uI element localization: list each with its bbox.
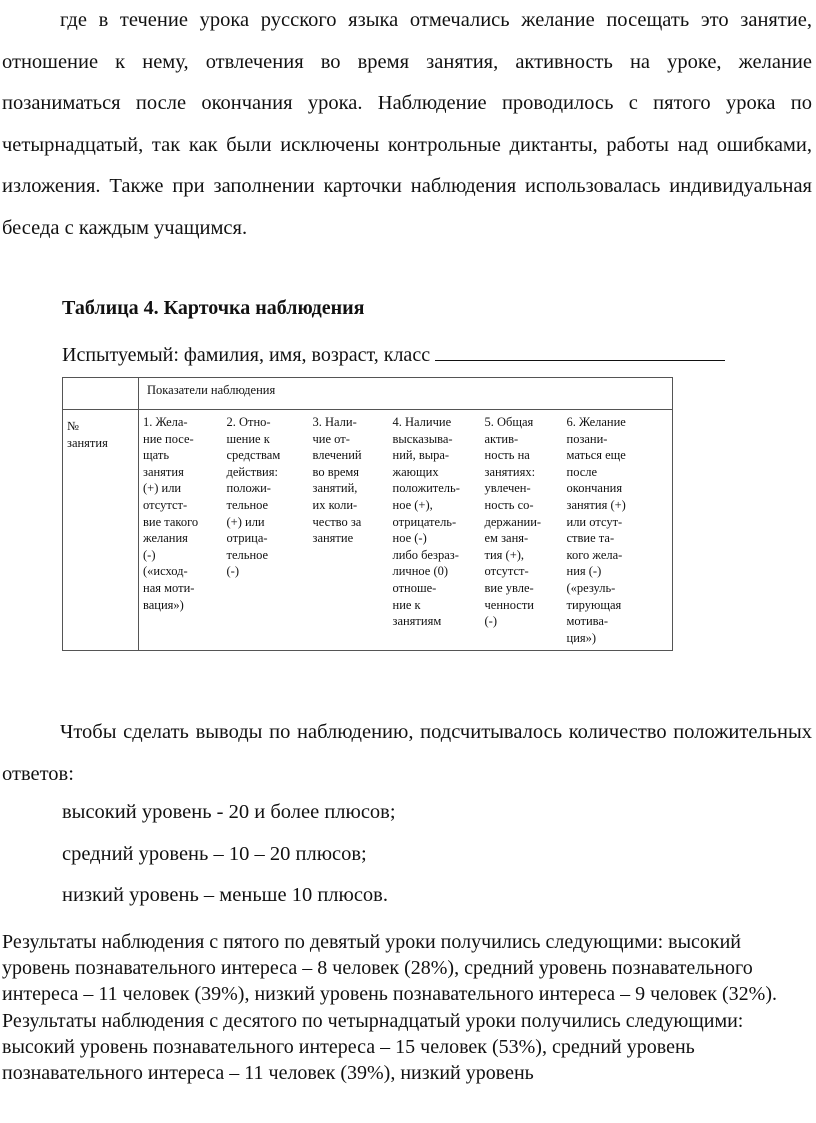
indicator-column-5: 5. Общая актив- ность на занятиях: увлечен- ность со- держании- ем заня- тия (+), отсутст- вие увле- ченности (-)	[481, 410, 563, 651]
level-medium: средний уровень – 10 – 20 плюсов;	[62, 843, 367, 865]
observation-card-table	[62, 377, 673, 651]
indicator-column-2: 2. Отно- шение к средствам действия: положи- тельное (+) или отрица- тельное (-)	[223, 410, 309, 651]
subject-line	[62, 340, 725, 368]
conclusion-paragraph: Чтобы сделать выводы по наблюдению, подсчитывалось количество положительных ответов:	[2, 721, 812, 785]
subject-line-label: Испытуемый: фамилия, имя, возраст, класс	[62, 344, 431, 366]
indicator-column-6: 6. Желание позани- маться еще после окончания занятия (+) или отсут- ствие та- кого жела- ния (-) («резуль- тирующая мотива- ция»)	[563, 410, 673, 651]
intro-paragraph: где в течение урока русского языка отмечались желание посещать это занятие, отношение к нему, отвлечения во время занятия, активность на уроке, желание позаниматься после окончания урока. Наблюдение проводилось с пятого урока по четырнадцатый, так как были исключены контрольные диктанты, работы над ошибками, изложения. Также при заполнении карточки наблюдения использовалась индивидуальная беседа с каждым учащимся.	[2, 9, 812, 239]
level-low: низкий уровень – меньше 10 плюсов.	[62, 884, 388, 906]
subject-fill-blank	[435, 340, 725, 361]
indicator-column-3: 3. Нали- чие от- влечений во время занятий, их коли- чество за занятие	[309, 410, 389, 651]
table-corner-cell	[63, 378, 139, 410]
table-row	[63, 410, 673, 651]
indicators-header: Показатели наблюдения	[139, 378, 673, 410]
results-paragraph: Результаты наблюдения с пятого по девятый уроки получились следующими: высокий уровень познавательного интереса – 8 человек (28%), средний уровень познавательного интереса – 11 человек (39%), низкий уровень познавательного интереса – 9 человек (32%). Результаты наблюдения с десятого по четырнадцатый уроки получились следующими: высокий уровень познавательного интереса – 15 человек (53%), средний уровень познавательного интереса – 11 человек (39%), низкий уровень	[2, 931, 777, 1085]
lesson-number-header: № занятия	[63, 410, 139, 651]
table-title: Таблица 4. Карточка наблюдения	[62, 297, 365, 319]
level-high: высокий уровень - 20 и более плюсов;	[62, 801, 396, 823]
indicator-column-1: 1. Жела- ние посе- щать занятия (+) или отсутст- вие такого желания (-) («исход- ная моти- вация»)	[139, 410, 223, 651]
indicator-column-4: 4. Наличие высказыва- ний, выра- жающих положитель- ное (+), отрицатель- ное (-) либо безраз- личное (0) отноше- ние к занятиям	[389, 410, 481, 651]
table-header-row	[63, 378, 673, 410]
